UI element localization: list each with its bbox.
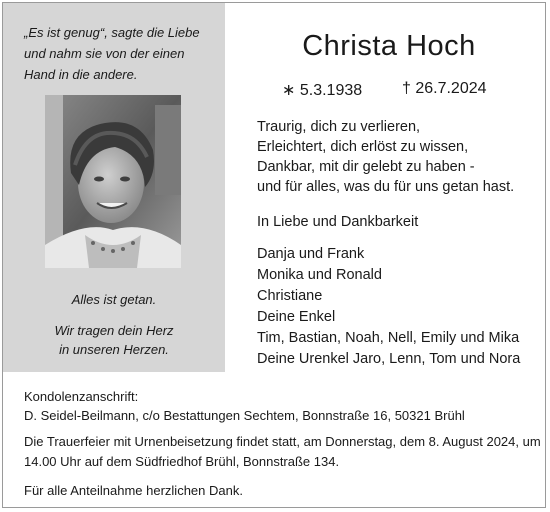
death-date: † 26.7.2024 [402, 80, 487, 97]
quote-line: und nahm sie von der einen [24, 46, 185, 61]
in-love-line: In Liebe und Dankbarkeit [257, 214, 419, 230]
closing-thanks: Für alle Anteilnahme herzlichen Dank. [24, 483, 243, 498]
funeral-line: 14.00 Uhr auf dem Südfriedhof Brühl, Bonnstraße 134. [24, 454, 340, 469]
condolence-heading: Kondolenzanschrift: [24, 389, 139, 404]
birth-date: ∗ 5.3.1938 [282, 82, 363, 99]
poem-line: Dankbar, mit dir gelebt zu haben - [257, 159, 475, 175]
left-text-line: in unseren Herzen. [59, 342, 169, 357]
opening-quote [24, 22, 220, 85]
deceased-name: Christa Hoch [302, 30, 476, 62]
quote-line: „Es ist genug“, sagte die Liebe [24, 25, 200, 40]
quote-line: Hand in die andere. [24, 67, 138, 82]
family-line: Monika und Ronald [257, 267, 382, 283]
family-list [257, 244, 547, 370]
poem-line: Traurig, dich zu verlieren, [257, 119, 421, 135]
poem-line: Erleichtert, dich erlöst zu wissen, [257, 139, 469, 155]
left-text-line: Wir tragen dein Herz [54, 323, 174, 338]
family-line: Deine Urenkel Jaro, Lenn, Tom und Nora [257, 351, 521, 367]
funeral-line: Die Trauerfeier mit Urnenbeisetzung findet statt, am Donnerstag, dem 8. August 2024, um [24, 434, 541, 449]
poem-line: und für alles, was du für uns getan hast. [257, 179, 515, 195]
portrait-photo [45, 95, 181, 268]
condolence-address: D. Seidel-Beilmann, c/o Bestattungen Sechtem, Bonnstraße 16, 50321 Brühl [24, 408, 465, 423]
family-line: Tim, Bastian, Noah, Nell, Emily und Mika [257, 330, 520, 346]
portrait-image [45, 95, 181, 268]
family-line: Deine Enkel [257, 309, 336, 325]
poem [257, 117, 547, 197]
family-line: Christiane [257, 288, 323, 304]
left-text-line: Alles ist getan. [71, 292, 157, 307]
family-line: Danja und Frank [257, 246, 365, 262]
